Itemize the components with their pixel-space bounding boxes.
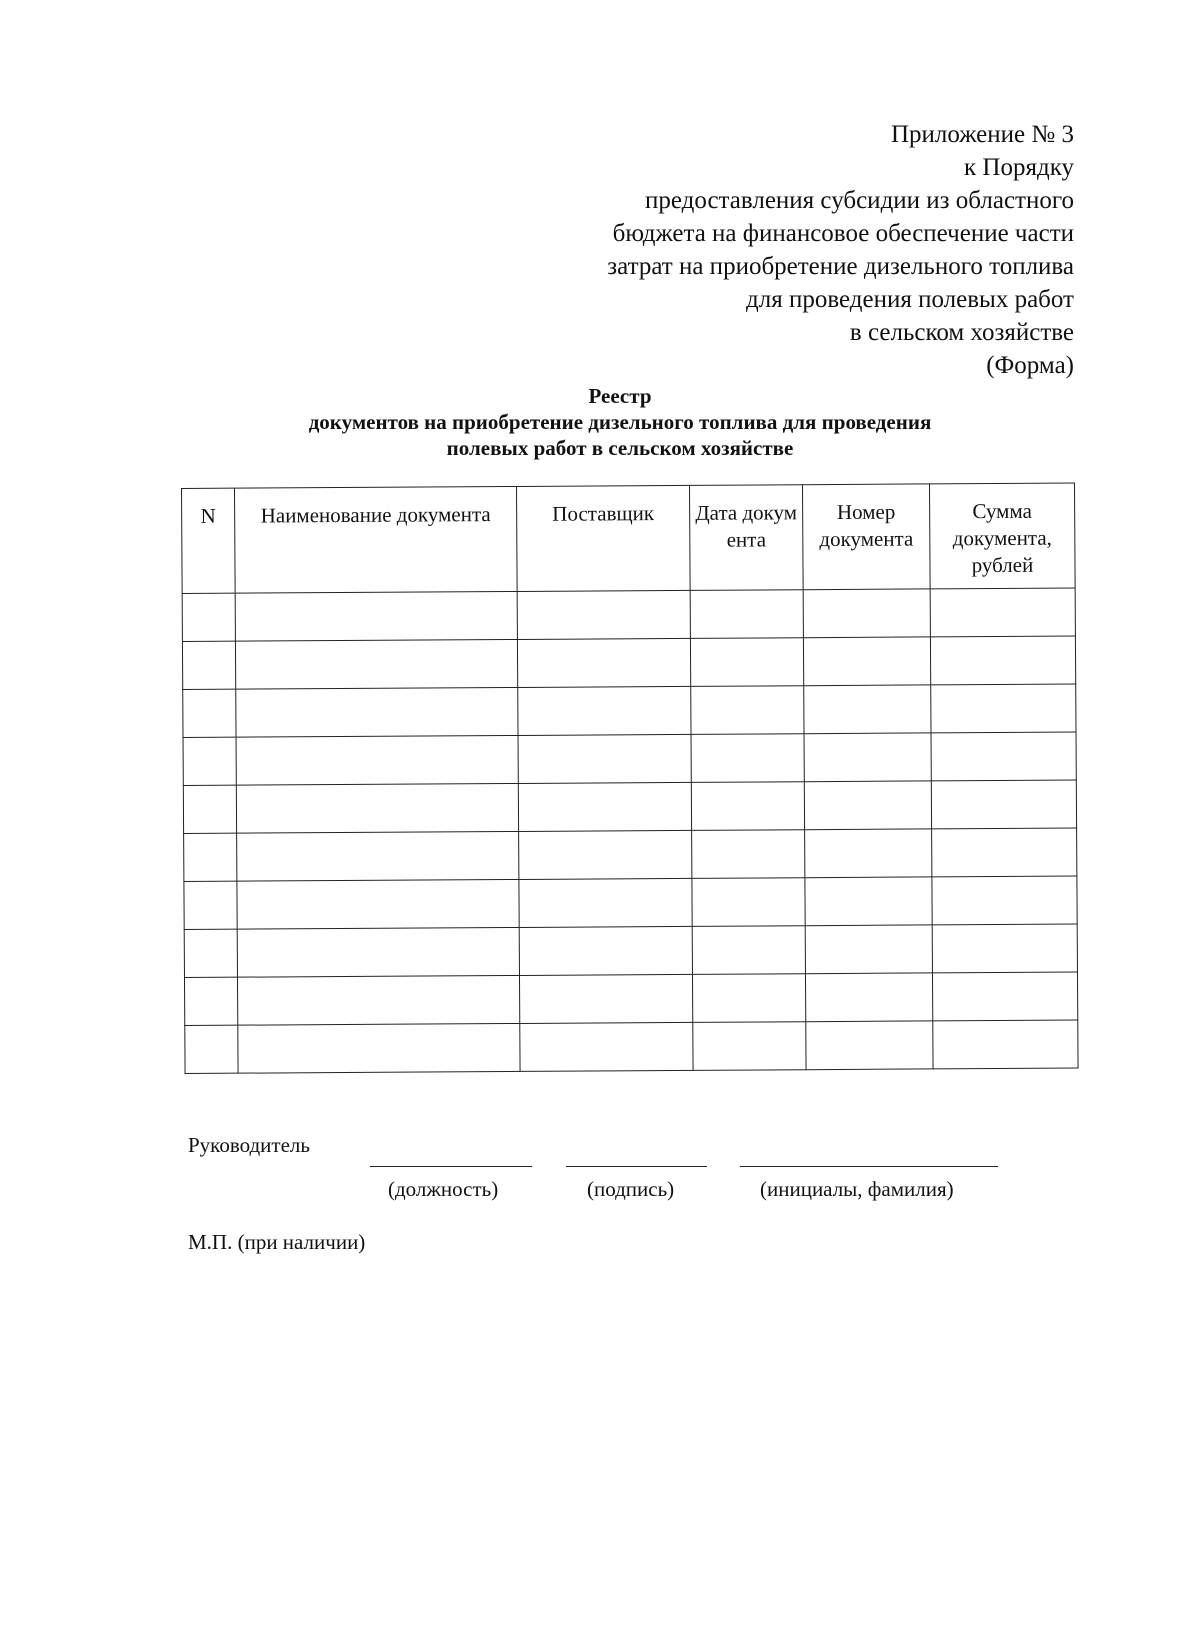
column-header-document-date: Дата документа	[689, 485, 803, 591]
table-cell[interactable]	[520, 1022, 693, 1071]
name-field-line[interactable]	[740, 1166, 998, 1167]
table-cell[interactable]	[804, 733, 931, 782]
table-cell[interactable]	[236, 687, 518, 737]
table-cell[interactable]	[183, 689, 236, 737]
table-cell[interactable]	[237, 831, 519, 881]
position-field-line[interactable]	[370, 1166, 532, 1167]
table-cell[interactable]	[185, 1025, 238, 1073]
table-cell[interactable]	[238, 1023, 520, 1073]
column-header-document-sum: Сумма документа, рублей	[929, 483, 1075, 589]
table-cell[interactable]	[693, 1022, 806, 1071]
table-row	[183, 684, 1076, 737]
table-cell[interactable]	[517, 590, 690, 639]
column-header-document-name: Наименование документа	[235, 486, 518, 593]
table-cell[interactable]	[804, 685, 931, 734]
table-cell[interactable]	[237, 879, 519, 929]
table-cell[interactable]	[691, 782, 804, 831]
name-caption: (инициалы, фамилия)	[760, 1177, 954, 1201]
title-line: полевых работ в сельском хозяйстве	[446, 436, 794, 460]
table-row	[184, 876, 1077, 929]
table-cell[interactable]	[692, 830, 805, 879]
signatory-label: Руководитель	[188, 1133, 310, 1157]
table-header-row	[182, 483, 1076, 593]
table-cell[interactable]	[805, 925, 932, 974]
appendix-line: в сельском хозяйстве	[849, 319, 1074, 346]
table-row	[182, 588, 1075, 641]
table-cell[interactable]	[803, 589, 930, 638]
table-cell[interactable]	[519, 926, 692, 975]
table-cell[interactable]	[184, 929, 237, 977]
title-line: документов на приобретение дизельного топлива для проведения	[308, 410, 932, 434]
table-row	[182, 636, 1075, 689]
table-body	[182, 588, 1078, 1073]
table-cell[interactable]	[237, 927, 519, 977]
table-row	[183, 780, 1076, 833]
table-cell[interactable]	[184, 833, 237, 881]
appendix-header	[514, 118, 1074, 382]
table-cell[interactable]	[519, 830, 692, 879]
table-cell[interactable]	[933, 1020, 1078, 1069]
table-cell[interactable]	[931, 684, 1076, 733]
table-cell[interactable]	[235, 591, 517, 641]
table-cell[interactable]	[931, 732, 1076, 781]
table-cell[interactable]	[932, 828, 1077, 877]
table-row	[183, 732, 1076, 785]
table-cell[interactable]	[932, 972, 1077, 1021]
appendix-line: (Форма)	[986, 352, 1074, 379]
table-cell[interactable]	[803, 637, 930, 686]
table-cell[interactable]	[519, 878, 692, 927]
appendix-line: бюджета на финансовое обеспечение части	[612, 220, 1074, 247]
table-cell[interactable]	[931, 780, 1076, 829]
table-cell[interactable]	[184, 881, 237, 929]
table-cell[interactable]	[182, 593, 235, 641]
stamp-note: М.П. (при наличии)	[188, 1230, 366, 1254]
document-title	[170, 383, 1070, 461]
table-cell[interactable]	[930, 588, 1075, 637]
column-header-supplier: Поставщик	[516, 485, 690, 591]
table-cell[interactable]	[518, 734, 691, 783]
column-header-document-number: Номер документа	[802, 484, 930, 590]
table-cell[interactable]	[236, 783, 518, 833]
signature-field-line[interactable]	[566, 1166, 707, 1167]
table-cell[interactable]	[692, 974, 805, 1023]
table-cell[interactable]	[692, 878, 805, 927]
table-cell[interactable]	[690, 638, 803, 687]
table-cell[interactable]	[930, 636, 1075, 685]
table-row	[184, 828, 1077, 881]
table-cell[interactable]	[691, 734, 804, 783]
table-cell[interactable]	[518, 686, 691, 735]
table-cell[interactable]	[518, 782, 691, 831]
signature-caption: (подпись)	[587, 1177, 675, 1201]
table-cell[interactable]	[691, 686, 804, 735]
appendix-line: к Порядку	[964, 154, 1074, 181]
appendix-line: затрат на приобретение дизельного топлива	[607, 253, 1074, 280]
appendix-line: предоставления субсидии из областного	[644, 187, 1074, 214]
table-cell[interactable]	[932, 924, 1077, 973]
table-cell[interactable]	[519, 974, 692, 1023]
registry-table	[181, 483, 1079, 1074]
table-cell[interactable]	[184, 977, 237, 1025]
table-cell[interactable]	[183, 785, 236, 833]
table-cell[interactable]	[517, 638, 690, 687]
table-cell[interactable]	[804, 781, 931, 830]
table-cell[interactable]	[235, 639, 517, 689]
table-cell[interactable]	[932, 876, 1077, 925]
table-cell[interactable]	[182, 641, 235, 689]
table-cell[interactable]	[183, 737, 236, 785]
table-row	[184, 924, 1077, 977]
table-cell[interactable]	[805, 973, 932, 1022]
table-cell[interactable]	[805, 829, 932, 878]
table-cell[interactable]	[237, 975, 519, 1025]
column-header-number: N	[182, 488, 236, 593]
table-row	[184, 972, 1077, 1025]
table-cell[interactable]	[805, 877, 932, 926]
table-cell[interactable]	[806, 1021, 933, 1070]
appendix-line: для проведения полевых работ	[746, 286, 1074, 313]
table-cell[interactable]	[236, 735, 518, 785]
title-line: Реестр	[588, 384, 652, 408]
table-row	[185, 1020, 1078, 1073]
position-caption: (должность)	[388, 1177, 499, 1201]
table-cell[interactable]	[692, 926, 805, 975]
table-cell[interactable]	[690, 590, 803, 639]
appendix-line: Приложение № 3	[890, 121, 1074, 148]
